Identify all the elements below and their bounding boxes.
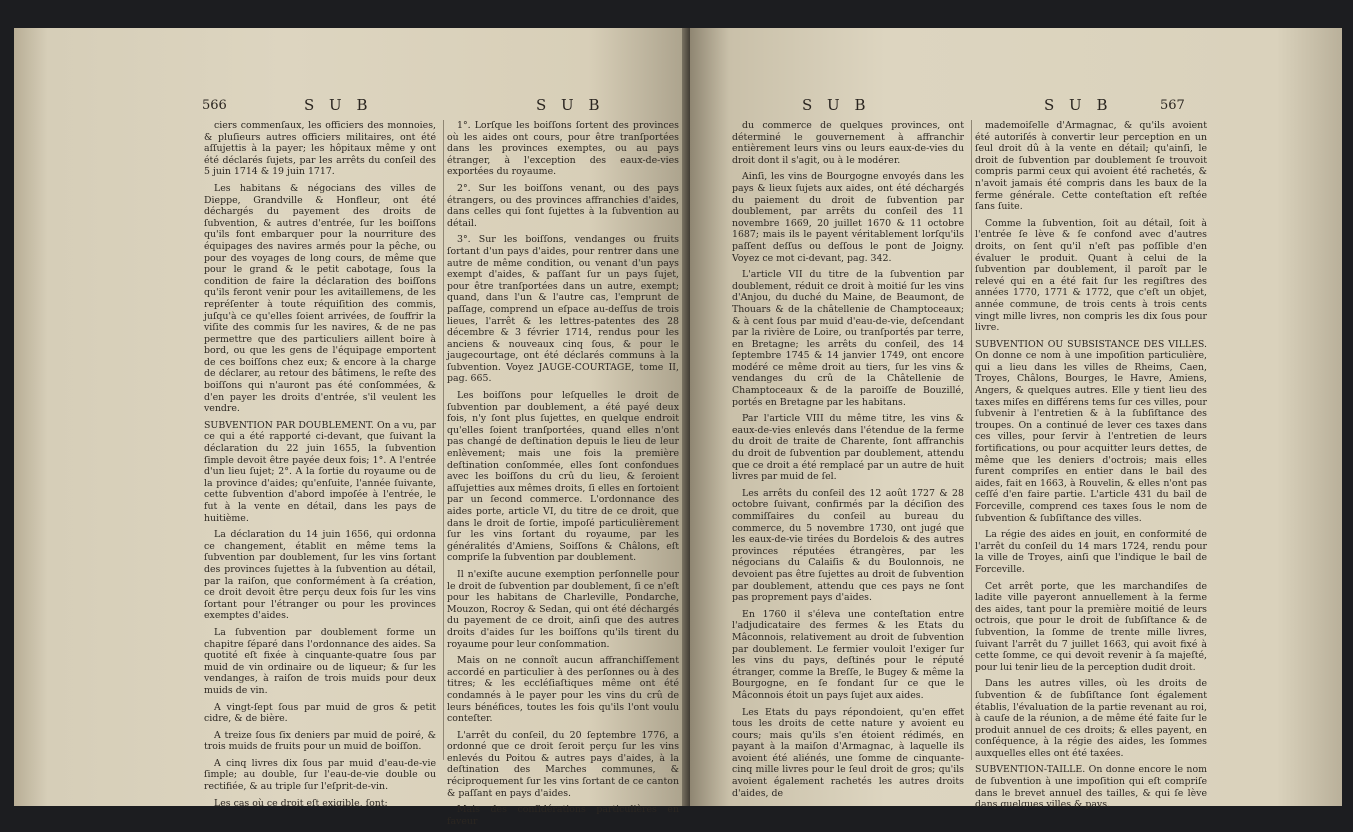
left-column-2 xyxy=(447,120,679,832)
paragraph: du commerce de quelques provinces, ont déterminé le gouvernement à affranchir entièrement leurs vins ou leurs eaux-de-vies du droit dont il s'agit, ou à le modérer. xyxy=(732,120,964,166)
left-page xyxy=(14,28,690,827)
paragraph: La déclaration du 14 juin 1656, qui ordonna ce changement, établit en même tems la ſubvention par doublement, ſur les vins ſortant des provinces ſujettes à la ſubvention au détail, par la raiſon, que conformément à ſa création, ce droit devoit être perçu deux fois ſur les vins ſortant pour l'étranger ou pour les provinces exemptes d'aides. xyxy=(204,529,436,622)
paragraph: SUBVENTION OU SUBSISTANCE DES VILLES. On donne ce nom à une impoſition particulière, qui a lieu dans les villes de Rheims, Caen, Troyes, Châlons, Bourges, le Havre, Amiens, Angers, & quelques autres. Elle y tient lieu des taxes miſes en différens tems ſur ces villes, pour ſubvenir à l'entretien & à la ſubſiſtance des troupes. On a continué de lever ces taxes dans ces villes, pour ſervir à l'entretien de leurs fortifications, ou pour acquitter leurs dettes, de même que les deniers d'octrois; mais elles furent compriſes en entier dans le bail des aides, fait en 1663, à Rouvelin, & elles n'ont pas ceſſé d'en faire partie. L'article 431 du bail de Forceville, comprend ces taxes ſous le nom de ſubvention & ſubſiſtance des villes. xyxy=(975,338,1207,524)
right-column-1 xyxy=(732,120,964,804)
paragraph: 1°. Lorſque les boiſſons ſortent des provinces où les aides ont cours, pour être tranſportées dans les provinces exemptes, ou au pays étranger, à l'exception des eaux-de-vies exportées du royaume. xyxy=(447,120,679,178)
paragraph: Les arrêts du conſeil des 12 août 1727 & 28 octobre ſuivant, confirmés par la déciſion des commiſſaires du conſeil au bureau du commerce, du 5 novembre 1730, ont jugé que les eaux-de-vie tirées du Bordelois & des autres provinces réputées étrangères, par les négocians du Calaiſis & du Boulonnois, ne devoient pas être ſujettes au droit de ſubvention par doublement, attendu que ces pays ne ſont pas proprement pays d'aides. xyxy=(732,487,964,604)
paragraph: A treize ſous ſix deniers par muid de poiré, & trois muids de fruits pour un muid de boiſſon. xyxy=(204,729,436,753)
paragraph: Les cas où ce droit eſt exigible, ſont: xyxy=(214,797,388,809)
right-page-number: 567 xyxy=(1160,98,1185,113)
column-divider xyxy=(443,120,444,760)
paragraph: Ainſi, les vins de Bourgogne envoyés dans les pays & lieux ſujets aux aides, ont été déchargés du paiement du droit de ſubvention par doublement, par arrêts du conſeil des 11 novembre 1669, 20 juillet 1670 & 11 octobre 1687; mais ils le payent véritablement lorſqu'ils paſſent deſſus ou deſſous le pont de Joigny. Voyez ce mot ci-devant, pag. 342. xyxy=(732,171,964,264)
paragraph: 3°. Sur les boiſſons, vendanges ou fruits ſortant d'un pays d'aides, pour rentrer dans une autre de même condition, ou venant d'un pays exempt d'aides, & paſſant ſur un pays ſujet, pour être tranſportées dans un autre, exempt; quand, dans l'un & l'autre cas, l'emprunt de paſſage, comprend un eſpace au-deſſus de trois lieues, l'arrêt & les lettres-patentes des 28 décembre & 3 février 1714, rendus pour les anciens & nouveaux cinq ſous, & pour le jaugecourtage, ont été déclarés communs à la ſubvention. Voyez JAUGE-COURTAGE, tome II, pag. 665. xyxy=(447,234,679,385)
left-running-head-1: S U B xyxy=(304,96,373,114)
paragraph: ciers commenſaux, les officiers des monnoies, & pluſieurs autres officiers militaires, ont été aſſujettis à la payer; les hôpitaux même y ont été déclarés ſujets, par les arrêts du conſeil des 5 juin 1714 & 19 juin 1717. xyxy=(204,120,436,178)
paragraph: mademoiſelle d'Armagnac, & qu'ils avoient été autoriſés à convertir leur perception en un ſeul droit dû à la vente en détail; qu'ainſi, le droit de ſubvention par doublement ſe trouvoit compris parmi ceux qui avoient été rachetés, & n'avoit jamais été compris dans les baux de la ferme générale. Cette conteſtation eſt reſtée ſans ſuite. xyxy=(975,120,1207,213)
column-divider xyxy=(971,120,972,760)
paragraph: Les Etats du pays répondoient, qu'en effet tous les droits de cette nature y avoient eu cours; mais qu'ils s'en étoient rédimés, en payant à la maiſon d'Armagnac, à laquelle ils avoient été aliénés, une ſomme de cinquante-cinq mille livres pour le ſeul droit de gros; qu'ils avoient également rachetés les autres droits d'aides, de xyxy=(732,706,964,799)
paragraph: Les habitans & négocians des villes de Dieppe, Grandville & Honfleur, ont été déchargés du payement des droits de ſubvention, & autres d'entrée, ſur les boiſſons qu'ils font embarquer pour la nourriture des équipages des navires armés pour la pêche, ou pour des voyages de long cours, de même que pour le grand & le petit cabotage, ſous la condition de faire la déclaration des boiſſons qu'ils feront venir pour les avitaillemens, de les repréſenter à toute réquiſition des commis, juſqu'à ce qu'elles ſoient arrivées, de ſouffrir la viſite des commis ſur les navires, & de ne pas permettre que des particuliers aillent boire à bord, ou que les gens de l'équipage emportent de ces boiſſons chez eux; & encore à la charge de déclarer, au retour des bâtimens, le reſte des boiſſons qui n'auront pas été conſommées, & d'en payer les droits d'entrée, s'il veulent les vendre. xyxy=(204,182,436,415)
paragraph: Cet arrêt porte, que les marchandiſes de ladite ville payeront annuellement à la ferme des aides, tant pour la première moitié de leurs octrois, que pour le droit de ſubſiſtance & de ſubvention, la ſomme de trente mille livres, ſuivant l'arrêt du 7 juillet 1663, qui avoit fixé à cette ſomme, ce qui devoit revenir à ſa majeſté, pour lui tenir lieu de la perception dudit droit. xyxy=(975,580,1207,673)
right-column-2 xyxy=(975,120,1207,816)
paragraph: L'arrêt du conſeil, du 20 ſeptembre 1776, a ordonné que ce droit ſeroit perçu ſur les vins enlevés du Poitou & autres pays d'aides, à la deſtination des Marches communes, & réciproquement ſur les vins ſortant de ce canton & paſſant en pays d'aides. xyxy=(447,729,679,799)
paragraph: L'article VII du titre de la ſubvention par doublement, réduit ce droit à moitié ſur les vins d'Anjou, du duché du Maine, de Beaumont, de Thouars & de la châtellenie de Champtoceaux; & à cent ſous par muid d'eau-de-vie, deſcendant par la rivière de Loire, ou tranſportés par terre, en Bretagne; les arrêts du conſeil, des 14 ſeptembre 1745 & 14 janvier 1749, ont encore modéré ce même droit au tiers, ſur les vins & vendanges du crû de la Châtellenie de Champtoceaux & de la paroiſſe de Bouzillé, portés en Bretagne par les habitans. xyxy=(732,269,964,408)
left-running-head-2: S U B xyxy=(536,96,605,114)
paragraph: A vingt-ſept ſous par muid de gros & petit cidre, & de bière. xyxy=(204,701,436,725)
paragraph: Mais des conſidérations particulières en faveur xyxy=(447,804,679,827)
paragraph: Les boiſſons pour leſquelles le droit de ſubvention par doublement, a été payé deux fois, n'y ſont plus ſujettes, en quelque endroit qu'elles ſoient tranſportées, quand elles n'ont pas changé de deſtination depuis le lieu de leur enlèvement; mais une fois la première deſtination conſommée, elles ſont confondues avec les boiſſons du crû du lieu, & ſeroient aſſujetties aux mêmes droits, ſi elles en ſortoient par un ſecond commerce. L'ordonnance des aides porte, article VI, du titre de ce droit, que dans le droit de ſortie, impoſé particulièrement ſur les vins ſortant du royaume, par les généralités d'Amiens, Soiſſons & Châlons, eſt compriſe la ſubvention par doublement. xyxy=(447,390,679,564)
left-page-number: 566 xyxy=(202,98,227,113)
paragraph: En 1760 il s'éleva une conteſtation entre l'adjudicataire des fermes & les Etats du Mâconnois, relativement au droit de ſubvention par doublement. Le fermier vouloit l'exiger ſur les vins du pays, deſtinés pour le réputé étranger, comme la Breſſe, le Bugey & même la Bourgogne, en ſe fondant ſur ce que le Mâconnois étoit un pays ſujet aux aides. xyxy=(732,608,964,701)
paragraph: SUBVENTION-TAILLE. On donne encore le nom de ſubvention à une impoſition qui eſt compriſe dans le brevet annuel des tailles, & qui ſe lève dans quelques villes & pays. xyxy=(975,764,1207,811)
paragraph: Mais on ne connoît aucun affranchiſſement accordé en particulier à des perſonnes ou à des titres; & les eccléſiaſtiques même ont été condamnés à le payer pour les vins du crû de leurs bénéfices, toutes les fois qu'ils l'ont voulu conteſter. xyxy=(447,655,679,725)
paragraph: La ſubvention par doublement forme un chapitre ſéparé dans l'ordonnance des aides. Sa quotité eſt fixée à cinquante-quatre ſous par muid de vin ordinaire ou de liqueur; & ſur les vendanges, à raiſon de trois muids pour deux muids de vin. xyxy=(204,626,436,696)
paragraph: Dans les autres villes, où les droits de ſubvention & de ſubſiſtance ſont également établis, l'évaluation de la partie revenant au roi, à cauſe de la réunion, a de même été faite ſur le produit annuel de ces droits; & elles payent, en conſéquence, à la régie des aides, les ſommes auxquelles elles ont été taxées. xyxy=(975,678,1207,759)
paragraph: La régie des aides en jouit, en conformité de l'arrêt du conſeil du 14 mars 1724, rendu pour la ville de Troyes, ainſi que l'indique le bail de Forceville. xyxy=(975,529,1207,575)
paragraph: SUBVENTION PAR DOUBLEMENT. On a vu, par ce qui a été rapporté ci-devant, que ſuivant la déclaration du 22 juin 1655, la ſubvention ſimple devoit être payée deux fois; 1°. A l'entrée d'un lieu ſujet; 2°. A la ſortie du royaume ou de la province d'aides; qu'enſuite, l'année ſuivante, cette ſubvention d'abord impoſée à l'entrée, le fut à la vente en détail, dans les pays de huitième. xyxy=(204,419,436,524)
right-page xyxy=(690,28,1342,811)
paragraph: Il n'exiſte aucune exemption perſonnelle pour le droit de ſubvention par doublement, ſi ce n'eſt pour les habitans de Charleville, Pondarche, Mouzon, Rocroy & Sedan, qui ont été déchargés du payement de ce droit, ainſi que des autres droits d'aides ſur les boiſſons qu'ils tirent du royaume pour leur conſommation. xyxy=(447,568,679,650)
paragraph: Comme la ſubvention, ſoit au détail, ſoit à l'entrée ſe lève & ſe confond avec d'autres droits, on ſent qu'il n'eſt pas poſſible d'en évaluer le produit. Quant à celui de la ſubvention par doublement, il paroît par le relevé qui en a été fait ſur les regiſtres des années 1770, 1771 & 1772, que c'eſt un objet, année commune, de trois cents à trois cents vingt mille livres, non compris les dix ſous pour livre. xyxy=(975,217,1207,334)
paragraph: Par l'article VIII du même titre, les vins & eaux-de-vies enlevés dans l'étendue de la ferme du droit de traite de Charente, ſont affranchis du droit de ſubvention par doublement, attendu que ce droit a été remplacé par un autre de huit livres par muid de ſel. xyxy=(732,413,964,483)
paragraph: A cinq livres dix ſous par muid d'eau-de-vie ſimple; au double, ſur l'eau-de-vie double ou rectifiée, & au triple ſur l'eſprit-de-vin. xyxy=(204,757,436,793)
left-column-1 xyxy=(204,120,436,814)
right-running-head-2: S U B xyxy=(1044,96,1113,114)
right-running-head-1: S U B xyxy=(802,96,871,114)
paragraph: 2°. Sur les boiſſons venant, ou des pays étrangers, ou des provinces affranchies d'aides, dans celles qui ſont ſujettes à la ſubvention au détail. xyxy=(447,182,679,229)
